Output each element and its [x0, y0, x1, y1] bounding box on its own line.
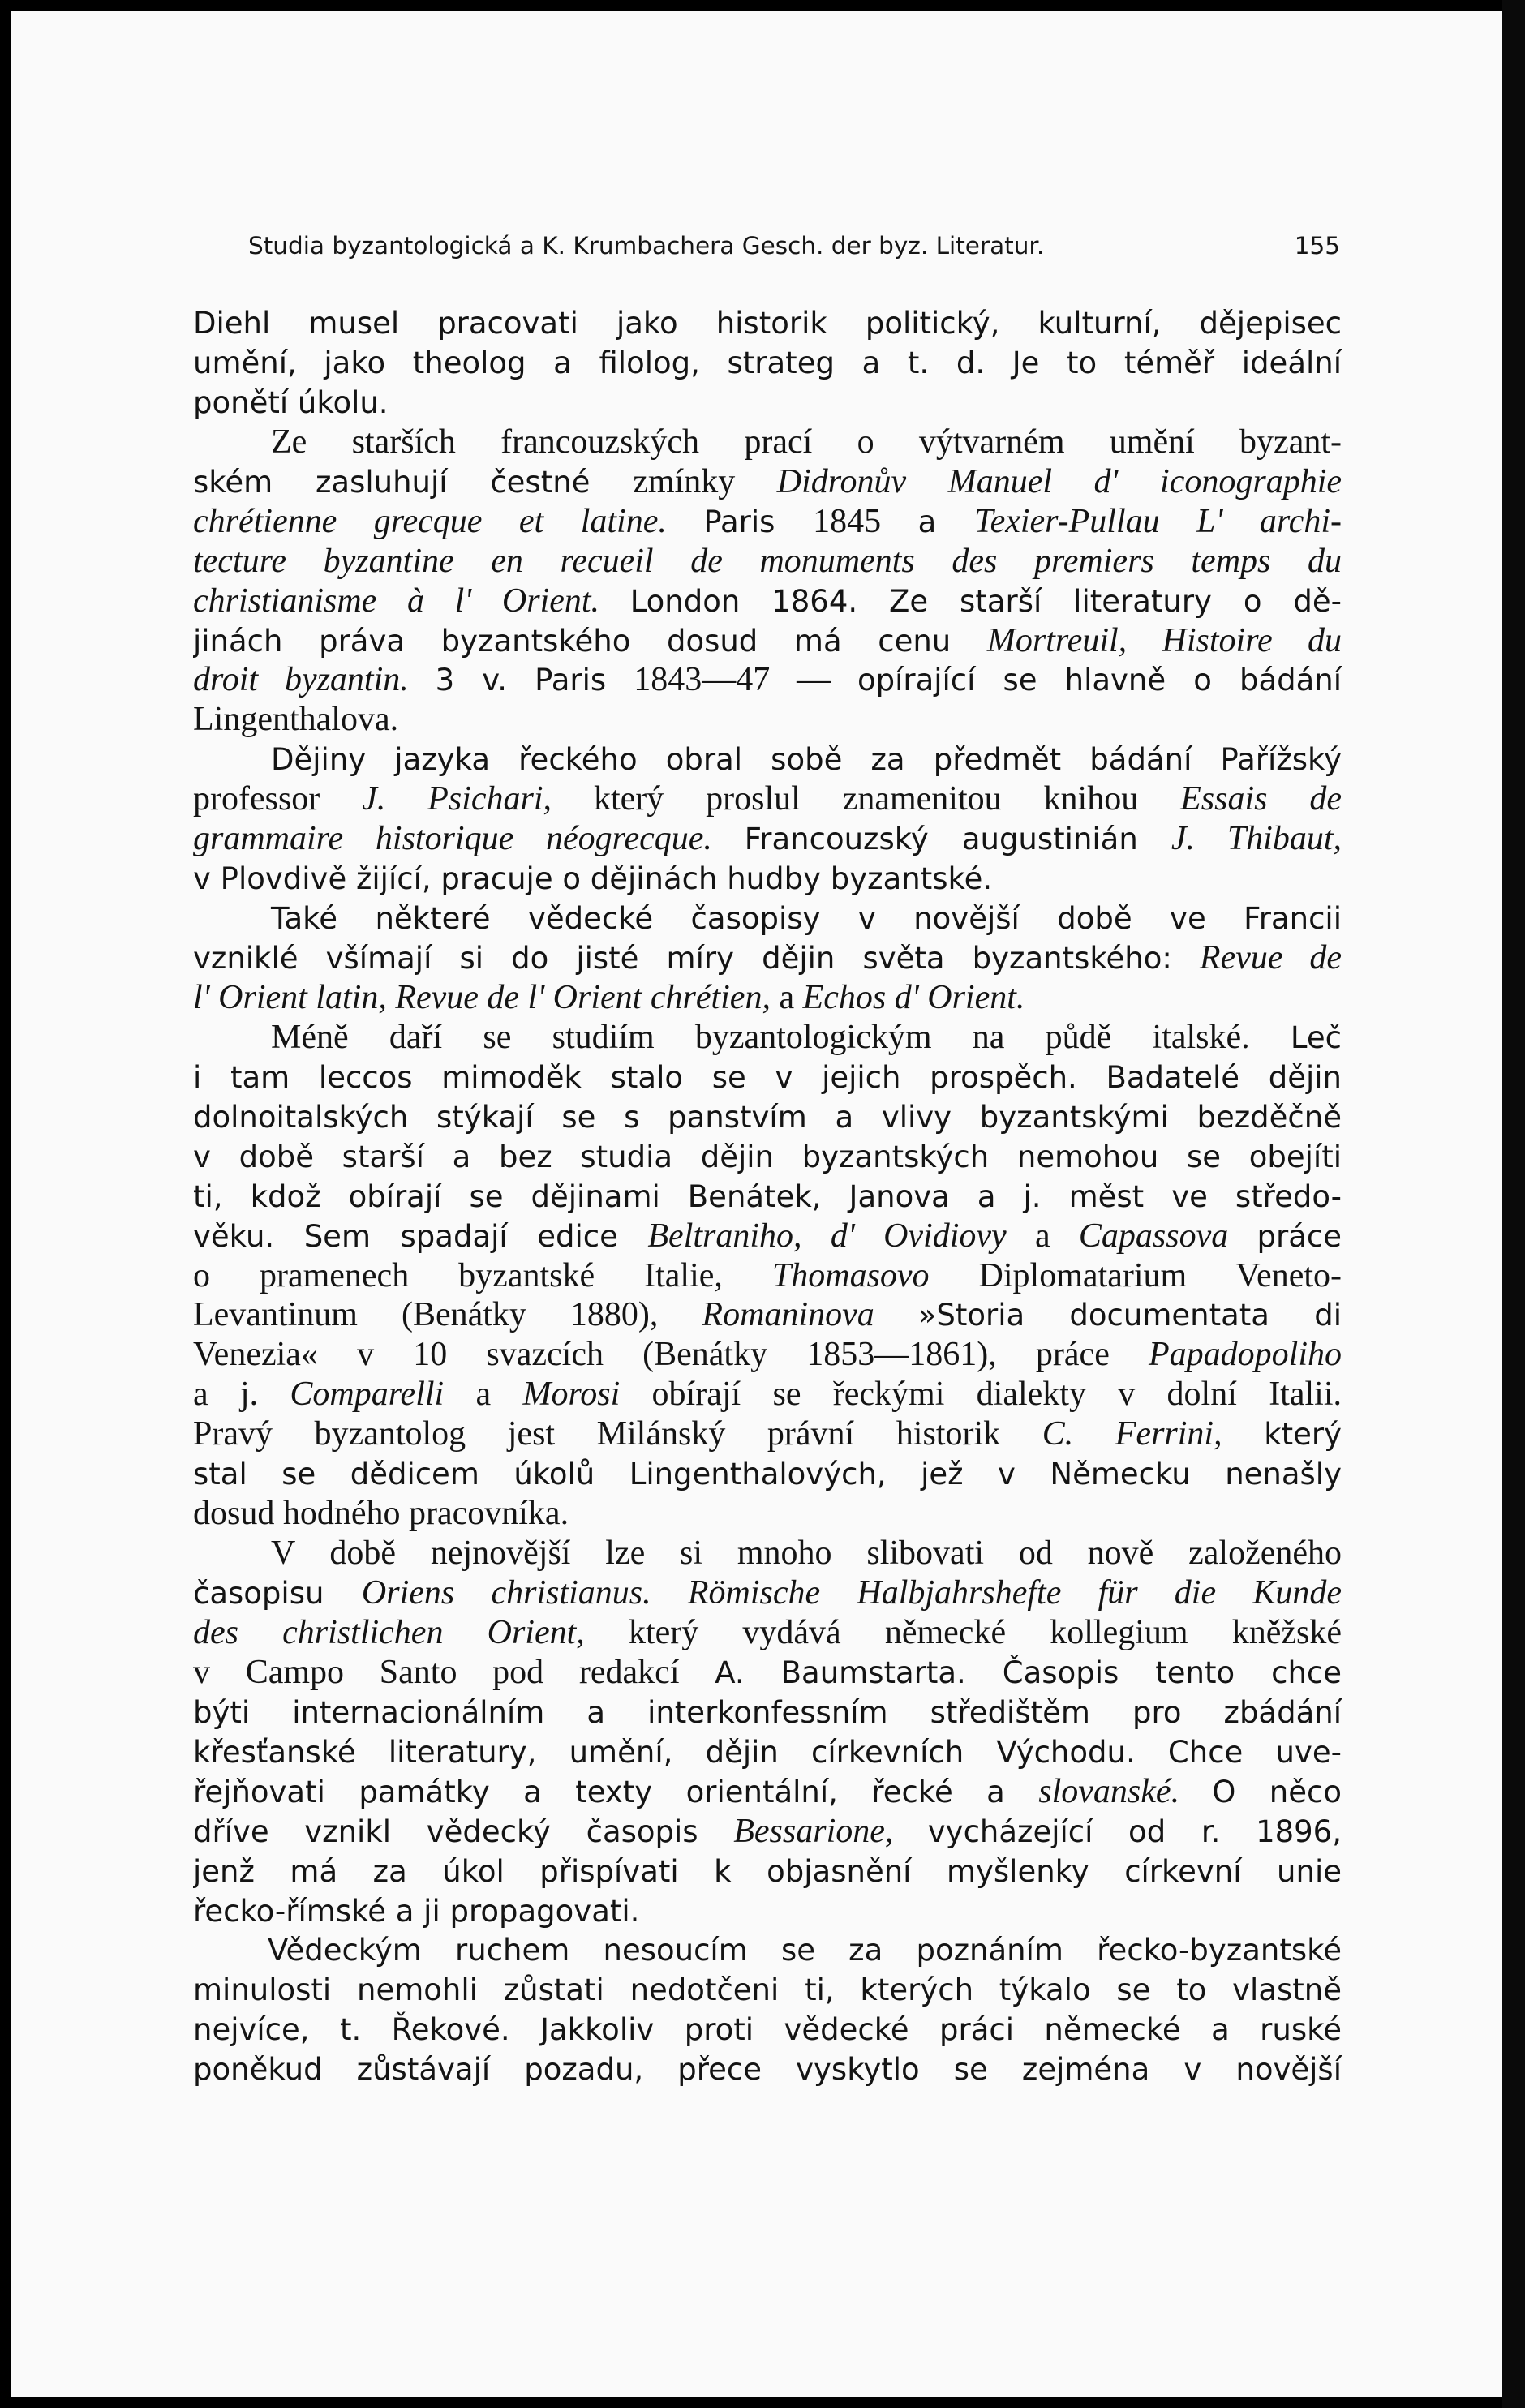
italic-text: Capassova: [1078, 1217, 1257, 1255]
text-segment: poněkud zůstávají pozadu, přece vyskytlo se zejména v novější: [193, 2052, 1342, 2088]
text-segment: býti internacionálním a interkonfessním středištěm pro zbádání: [193, 1694, 1342, 1730]
italic-text: des christlichen Orient,: [193, 1613, 629, 1651]
text-line: [193, 1454, 1342, 1494]
text-segment: v Plovdivě žijící, pracuje o dějinách hudby byzantské.: [193, 861, 993, 897]
book-page: [11, 11, 1502, 2397]
text-segment: Levantinum (Benátky 1880),: [193, 1296, 702, 1334]
text-line: [193, 938, 1342, 978]
text-segment: Pravý byzantolog jest Milánský právní historik: [193, 1415, 1042, 1453]
text-line: [193, 899, 1342, 938]
italic-text: Thomasovo: [771, 1256, 979, 1294]
text-line: [193, 1852, 1342, 1891]
text-segment: o pramenech byzantské Italie,: [193, 1256, 772, 1294]
text-segment: minulosti nemohli zůstati nedotčeni ti, kterých týkalo se to vlastně: [193, 1972, 1342, 2008]
text-line: [193, 660, 1342, 700]
text-segment: křesťanské literatury, umění, dějin církevních Východu. Chce uve-: [193, 1734, 1342, 1770]
text-segment: a j.: [193, 1376, 290, 1414]
text-segment: stal se dědicem úkolů Lingenthalových, jež v Německu nenašly: [193, 1457, 1342, 1492]
italic-text: Texier-Pullau L' archi-: [974, 502, 1342, 540]
text-line: [193, 1375, 1342, 1414]
text-line: [193, 978, 1342, 1018]
text-segment: ponětí úkolu.: [193, 384, 389, 420]
text-line: [193, 502, 1342, 542]
text-line: [193, 423, 1342, 462]
italic-text: Comparelli: [290, 1376, 476, 1414]
text-segment: Paris: [703, 504, 814, 539]
text-line: [193, 1256, 1342, 1296]
italic-text: Bessarione,: [733, 1812, 928, 1850]
text-segment: Méně daří se studiím byzantologickým na půdě italské.: [271, 1018, 1291, 1056]
running-header-title: Studia byzantologická a K. Krumbachera Gesch. der byz. Literatur.: [248, 232, 1045, 260]
text-segment: řejňovati památky a texty orientální, řecké a: [193, 1774, 1039, 1809]
text-segment: nejvíce, t. Řekové. Jakkoliv proti vědecké práci německé a ruské: [193, 2012, 1342, 2048]
text-line: [193, 779, 1342, 819]
text-segment: Leč: [1290, 1019, 1342, 1055]
text-line: [193, 2050, 1342, 2089]
text-segment: Vědeckým ruchem nesoucím se za poznáním řecko-byzantské: [268, 1933, 1342, 1968]
italic-text: Revue de: [1199, 939, 1342, 977]
text-segment: dolnoitalských stýkají se s panstvím a vlivy byzantskými bezděčně: [193, 1099, 1342, 1135]
text-segment: vzniklé všímají si do jisté míry dějin světa byzantského:: [193, 941, 1200, 976]
text-segment: jinách práva byzantského dosud má cenu: [193, 623, 987, 659]
text-line: [193, 1613, 1342, 1653]
italic-text: C. Ferrini,: [1042, 1415, 1265, 1453]
italic-text: Romaninova: [702, 1296, 918, 1334]
text-segment: dříve vznikl vědecký časopis: [193, 1814, 734, 1849]
text-line: [193, 343, 1342, 383]
text-line: [193, 1494, 1342, 1534]
italic-text: Echos d' Orient.: [802, 978, 1025, 1016]
text-segment: 1843—47 —: [634, 661, 857, 699]
italic-text: J. Psichari,: [362, 780, 594, 818]
text-segment: a: [475, 1376, 523, 1414]
text-segment: a: [1034, 1217, 1079, 1255]
text-line: [193, 819, 1342, 859]
text-line: [193, 1693, 1342, 1732]
text-line: [193, 2010, 1342, 2050]
text-segment: ti, kdož obírají se dějinami Benátek, Janova a j. měst ve středo-: [193, 1178, 1342, 1214]
text-segment: jenž má za úkol přispívati k objasnění myšlenky církevní unie: [193, 1853, 1342, 1889]
text-segment: Francouzský augustinián: [744, 822, 1171, 857]
italic-text: Beltraniho, d' Ovidiovy: [647, 1217, 1035, 1255]
italic-text: Papadopoliho: [1149, 1336, 1342, 1374]
text-line: [193, 859, 1342, 899]
italic-text: christianisme à l' Orient.: [193, 582, 630, 620]
text-segment: zmínky: [633, 462, 777, 500]
scan-edge: [1502, 0, 1525, 2408]
text-segment: umění, jako theolog a filolog, strateg a t. d. Je to téměř ideální: [193, 345, 1342, 380]
text-line: [193, 303, 1342, 343]
text-line: [193, 1534, 1342, 1573]
text-segment: i tam leccos mimoděk stalo se v jejich prospěch. Badatelé dějin: [193, 1059, 1342, 1095]
italic-text: J. Thibaut,: [1171, 820, 1342, 858]
text-line: [193, 1058, 1342, 1097]
text-line: [193, 1018, 1342, 1058]
text-line: [193, 740, 1342, 779]
text-segment: Diehl musel pracovati jako historik politický, kulturní, dějepisec: [193, 306, 1342, 341]
text-segment: Také některé vědecké časopisy v novější době ve Francii: [271, 901, 1342, 937]
italic-text: Didronův Manuel d' iconographie: [776, 462, 1342, 500]
text-segment: V době nejnovější lze si mnoho slibovati od nově založeného: [271, 1535, 1342, 1573]
text-segment: a: [779, 978, 803, 1016]
italic-text: Mortreuil, Histoire du: [986, 621, 1342, 659]
text-segment: který: [1264, 1417, 1342, 1453]
text-line: [193, 1414, 1342, 1454]
text-segment: »Storia documentata di: [917, 1298, 1342, 1333]
text-segment: professor: [193, 780, 363, 818]
text-line: [193, 1137, 1342, 1177]
text-line: [193, 1573, 1342, 1613]
text-segment: A. Baumstarta. Časopis tento chce: [715, 1655, 1342, 1690]
text-segment: opírající se hlavně o bádání: [857, 663, 1342, 698]
text-line: [193, 1653, 1342, 1693]
italic-text: chrétienne grecque et latine.: [193, 502, 704, 540]
text-line: [193, 1177, 1342, 1217]
text-segment: Venezia« v 10 svazcích (Benátky 1853—1861), práce: [193, 1336, 1149, 1374]
text-segment: řecko-římské a ji propagovati.: [193, 1893, 640, 1929]
text-segment: věku. Sem spadají edice: [193, 1218, 648, 1254]
italic-text: l' Orient latin, Revue de l' Orient chrétien,: [193, 978, 780, 1016]
text-line: [193, 621, 1342, 661]
text-line: [193, 462, 1342, 502]
text-line: [193, 1930, 1342, 1970]
text-segment: obírají se řeckými dialekty v dolní Italii.: [651, 1376, 1342, 1414]
text-segment: dosud hodného pracovníka.: [193, 1495, 569, 1533]
body-text: [193, 303, 1342, 2089]
italic-text: tecture byzantine en recueil de monuments des premiers temps du: [193, 542, 1342, 580]
italic-text: grammaire historique néogrecque.: [193, 820, 745, 858]
text-line: [193, 542, 1342, 582]
text-line: [193, 1891, 1342, 1931]
text-line: [193, 1970, 1342, 2010]
italic-text: Oriens christianus. Römische Halbjahrshefte für die Kunde: [361, 1574, 1342, 1612]
italic-text: slovanské.: [1038, 1772, 1213, 1810]
text-segment: London 1864. Ze starší literatury o dě-: [629, 583, 1342, 619]
text-line: [193, 1335, 1342, 1375]
text-segment: 1845: [813, 502, 918, 540]
text-segment: a: [917, 504, 975, 539]
text-segment: vycházející od r. 1896,: [927, 1814, 1342, 1849]
text-segment: v době starší a bez studia dějin byzantských nemohou se obejíti: [193, 1139, 1342, 1174]
text-line: [193, 1097, 1342, 1137]
text-line: [193, 383, 1342, 423]
text-line: [193, 1732, 1342, 1772]
running-header: [248, 232, 1340, 260]
italic-text: Essais de: [1180, 780, 1342, 818]
text-line: [193, 582, 1342, 621]
text-line: [193, 1295, 1342, 1335]
text-line: [193, 1217, 1342, 1256]
text-segment: který vydává německé kollegium kněžské: [628, 1613, 1342, 1651]
text-segment: časopisu: [193, 1576, 362, 1611]
text-segment: Ze starších francouzských prací o výtvarném umění byzant-: [271, 423, 1342, 461]
text-segment: práce: [1257, 1218, 1342, 1254]
text-segment: v Campo Santo pod redakcí: [193, 1653, 715, 1691]
text-segment: Lingenthalova.: [193, 701, 399, 739]
italic-text: droit byzantin.: [193, 661, 436, 699]
text-segment: 3 v. Paris: [435, 663, 634, 698]
text-segment: který proslul znamenitou knihou: [593, 780, 1181, 818]
page-number: 155: [1294, 232, 1340, 260]
text-segment: ském zasluhují čestné: [193, 464, 634, 500]
text-segment: O něco: [1212, 1774, 1342, 1809]
text-line: [193, 1772, 1342, 1812]
text-line: [193, 1812, 1342, 1852]
italic-text: Morosi: [522, 1376, 652, 1414]
text-segment: Dějiny jazyka řeckého obral sobě za předmět bádání Pařížský: [271, 742, 1342, 778]
text-line: [193, 700, 1342, 740]
text-segment: Diplomatarium Veneto-: [978, 1256, 1342, 1294]
